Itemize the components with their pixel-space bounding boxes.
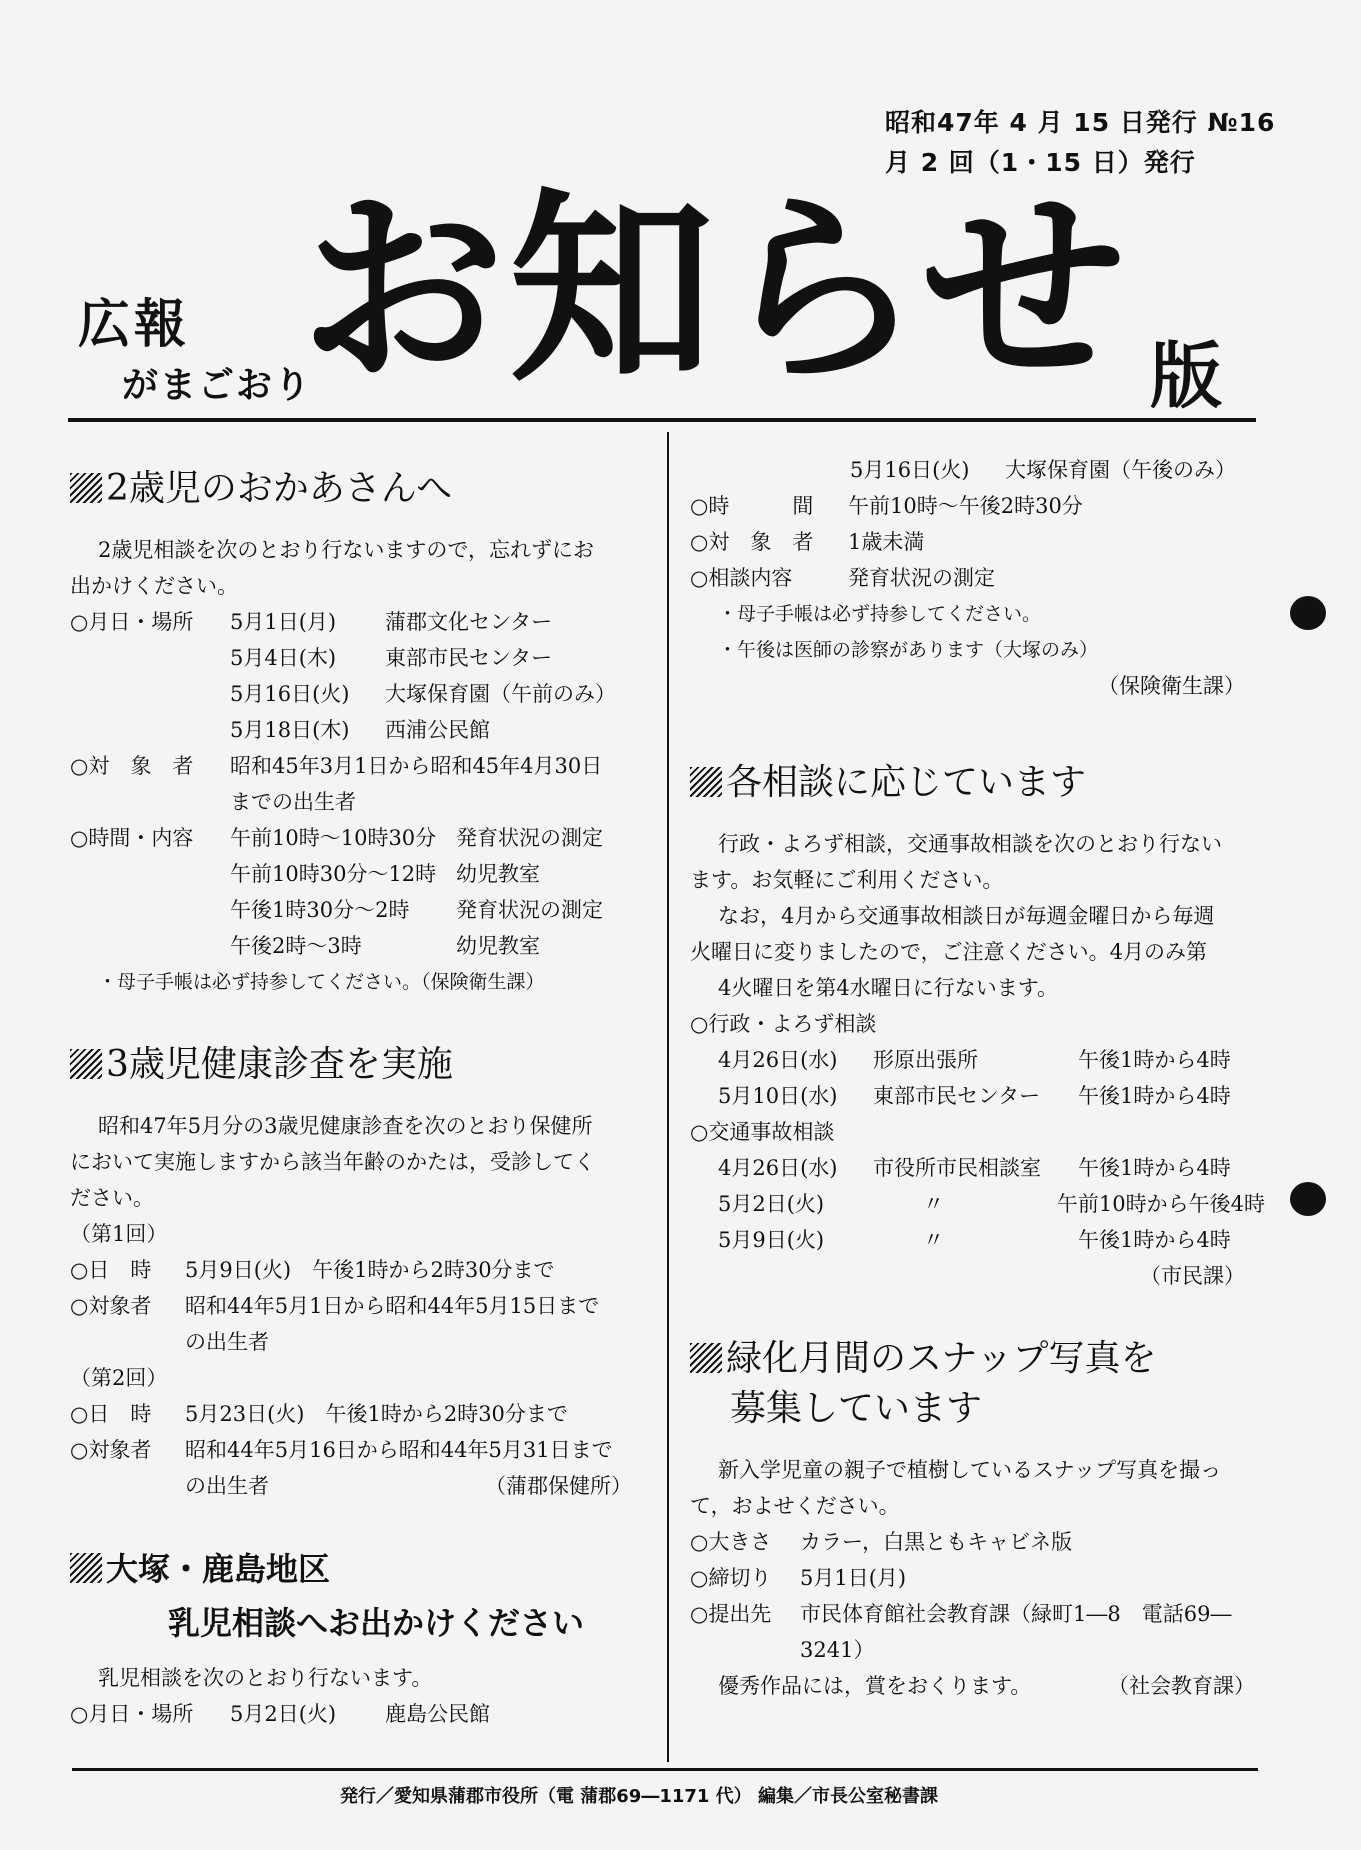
target-row: ○対 象 者 1歳未満: [690, 530, 925, 554]
time-row: ○日 時 5月23日(火) 午後1時から2時30分まで: [70, 1402, 568, 1426]
paragraph: なお，4月から交通事故相談日が毎週金曜日から毎週: [718, 904, 1215, 928]
schedule-row: ○月日・場所 5月1日(月) 蒲郡文化センター: [70, 610, 553, 634]
section-title: 2歳児のおかあさんへ: [70, 464, 650, 514]
section-title: 3歳児健康診査を実施: [70, 1040, 650, 1090]
category-label: ○行政・よろず相談: [690, 1012, 877, 1036]
credit: （市民課）: [1140, 1264, 1245, 1288]
paragraph: 火曜日に変りましたので，ご注意ください。4月のみ第: [690, 940, 1207, 964]
hatch-bullet-icon: [70, 1553, 102, 1583]
time-row: 午後1時30分〜2時 発育状況の測定: [230, 898, 603, 922]
credit: （社会教育課）: [1108, 1674, 1255, 1698]
detail-row: ○締切り 5月1日(月): [690, 1566, 907, 1590]
footer-publisher: 発行／愛知県蒲郡市役所（電 蒲郡69―1171 代） 編集／市長公室秘書課: [340, 1786, 938, 1807]
detail-row: ○提出先 市民体育館社会教育課（緑町1―8 電話69―: [690, 1602, 1232, 1626]
target-row: ○対象者 昭和44年5月16日から昭和44年5月31日まで: [70, 1438, 613, 1462]
schedule-row: 5月16日(火) 大塚保育園（午後のみ）: [850, 458, 1236, 482]
round-label: （第2回）: [70, 1366, 168, 1390]
target-row: の出生者 （蒲郡保健所）: [70, 1468, 650, 1504]
target-row: の出生者: [185, 1330, 269, 1354]
section-subtitle: 乳児相談へお出かけください: [168, 1604, 585, 1642]
paragraph: 昭和47年5月分の3歳児健康診査を次のとおり保健所: [98, 1114, 593, 1138]
consult-row: 5月10日(水) 東部市民センター 午後1時から4時: [718, 1084, 1231, 1108]
consult-row: 5月9日(火) 〃 午後1時から4時: [718, 1228, 1231, 1252]
consult-row: 4月26日(水) 形原出張所 午後1時から4時: [718, 1048, 1231, 1072]
right-column: [690, 452, 1265, 1704]
note: ・母子手帳は必ず持参してください。: [718, 603, 1042, 625]
paragraph: 出かけください。: [70, 574, 238, 598]
issue-date-line: 昭和47年 4 月 15 日発行 №16: [885, 108, 1276, 137]
column-divider: [667, 432, 669, 1762]
target-row: ○対 象 者 昭和45年3月1日から昭和45年4月30日: [70, 754, 603, 778]
paragraph: ます。お気軽にご利用ください。: [690, 868, 1004, 892]
footer-rule: [72, 1768, 1258, 1771]
paragraph: 乳児相談を次のとおり行ないます。: [98, 1666, 433, 1690]
paragraph: て，およせください。: [690, 1494, 900, 1518]
hatch-bullet-icon: [690, 1343, 722, 1373]
schedule-row: 5月18日(木) 西浦公民館: [230, 718, 490, 742]
consult-row: 5月2日(火) 〃 午前10時から午後4時: [718, 1192, 1265, 1216]
issue-frequency-line: 月 2 回（1・15 日）発行: [885, 148, 1196, 177]
hatch-bullet-icon: [70, 473, 102, 503]
note: ・午後は医師の診察があります（大塚のみ）: [718, 639, 1099, 661]
time-row: ○時間・内容 午前10時〜10時30分 発育状況の測定: [70, 826, 603, 850]
time-row: 午後2時〜3時 幼児教室: [230, 934, 540, 958]
detail-row: 3241）: [800, 1638, 875, 1662]
schedule-row: 5月4日(木) 東部市民センター: [230, 646, 553, 670]
masthead-gamagori: がまごおり: [122, 365, 313, 406]
detail-row: ○大きさ カラー，白黒ともキャビネ版: [690, 1530, 1073, 1554]
masthead-oshirase: お知らせ: [300, 170, 1130, 410]
paragraph: において実施しますから該当年齢のかたは，受診してく: [70, 1150, 595, 1174]
consult-row: 4月26日(水) 市役所市民相談室 午後1時から4時: [718, 1156, 1231, 1180]
paragraph: 2歳児相談を次のとおり行ないますので，忘れずにお: [98, 538, 594, 562]
content-row: ○相談内容 発育状況の測定: [690, 566, 995, 590]
paragraph: 4火曜日を第4水曜日に行ないます。: [718, 976, 1059, 1000]
category-label: ○交通事故相談: [690, 1120, 835, 1144]
paragraph: ださい。: [70, 1186, 154, 1210]
target-row: ○対象者 昭和44年5月1日から昭和44年5月15日まで: [70, 1294, 600, 1318]
section-title: 大塚・鹿島地区: [70, 1544, 650, 1594]
round-label: （第1回）: [70, 1222, 168, 1246]
section-title: 各相談に応じています: [690, 758, 1265, 808]
hatch-bullet-icon: [690, 767, 722, 797]
binder-hole-top: [1290, 596, 1326, 630]
hatch-bullet-icon: [70, 1049, 102, 1079]
time-row: ○日 時 5月9日(火) 午後1時から2時30分まで: [70, 1258, 555, 1282]
masthead-koho: 広報: [78, 295, 191, 355]
target-row: までの出生者: [230, 790, 356, 814]
left-column: [70, 458, 650, 1732]
time-row: 午前10時30分〜12時 幼児教室: [230, 862, 540, 886]
section-title: 緑化月間のスナップ写真を: [690, 1334, 1265, 1384]
note: ・母子手帳は必ず持参してください。（保険衛生課）: [98, 971, 545, 993]
masthead-han: 版: [1150, 334, 1223, 418]
masthead-rule: [68, 418, 1256, 422]
schedule-row: 5月16日(火) 大塚保育園（午前のみ）: [230, 682, 616, 706]
credit: （蒲郡保健所）: [485, 1474, 632, 1498]
schedule-row: ○月日・場所 5月2日(火) 鹿島公民館: [70, 1702, 490, 1726]
section-title-line2: 募集しています: [730, 1388, 983, 1429]
time-row: ○時 間 午前10時〜午後2時30分: [690, 494, 1083, 518]
credit: （保険衛生課）: [1098, 674, 1245, 698]
prize-row: 優秀作品には，賞をおくります。 （社会教育課）: [690, 1668, 1265, 1704]
binder-hole-bottom: [1290, 1182, 1326, 1216]
paragraph: 行政・よろず相談，交通事故相談を次のとおり行ない: [718, 832, 1222, 856]
paragraph: 新入学児童の親子で植樹しているスナップ写真を撮っ: [718, 1458, 1222, 1482]
